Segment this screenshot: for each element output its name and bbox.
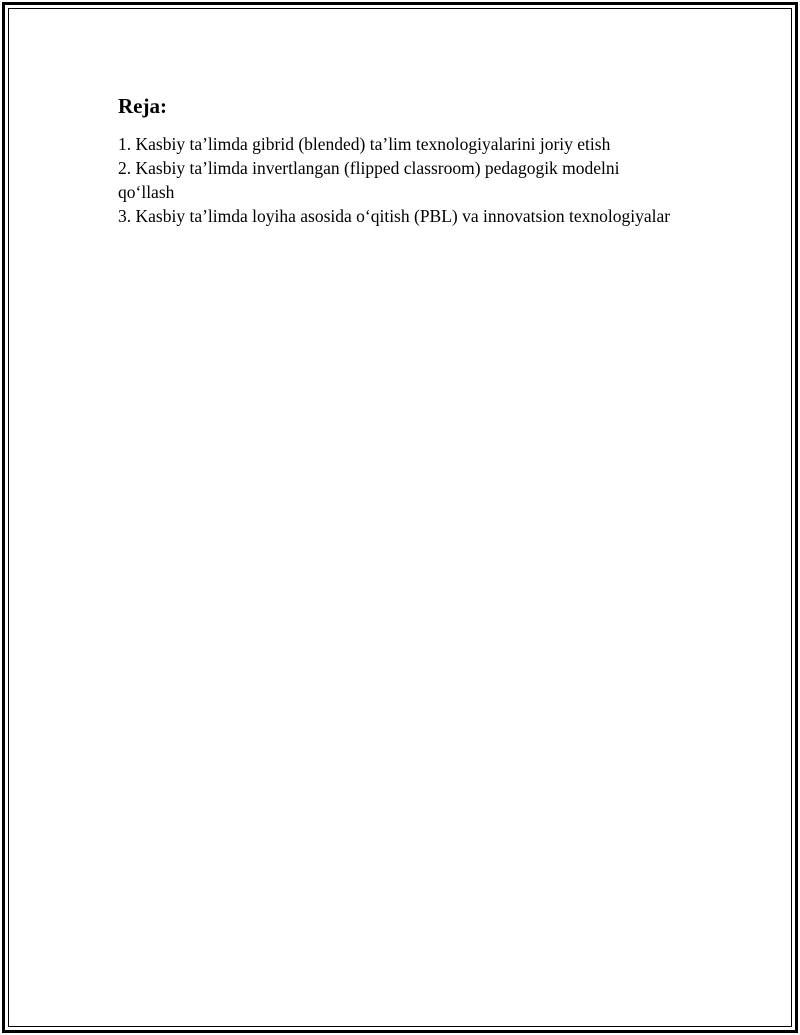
plan-item-3: 3. Kasbiy ta’limda loyiha asosida o‘qitish (PBL) va innovatsion texnologiyalar [118, 206, 671, 226]
plan-item-1: 1. Kasbiy ta’limda gibrid (blended) ta’lim texnologiyalarini joriy etish [118, 134, 611, 154]
plan-list [118, 132, 678, 228]
page-content [118, 92, 678, 228]
plan-item-2: 2. Kasbiy ta’limda invertlangan (flipped classroom) pedagogik modelni qo‘llash [118, 158, 620, 202]
plan-heading: Reja: [118, 94, 167, 118]
